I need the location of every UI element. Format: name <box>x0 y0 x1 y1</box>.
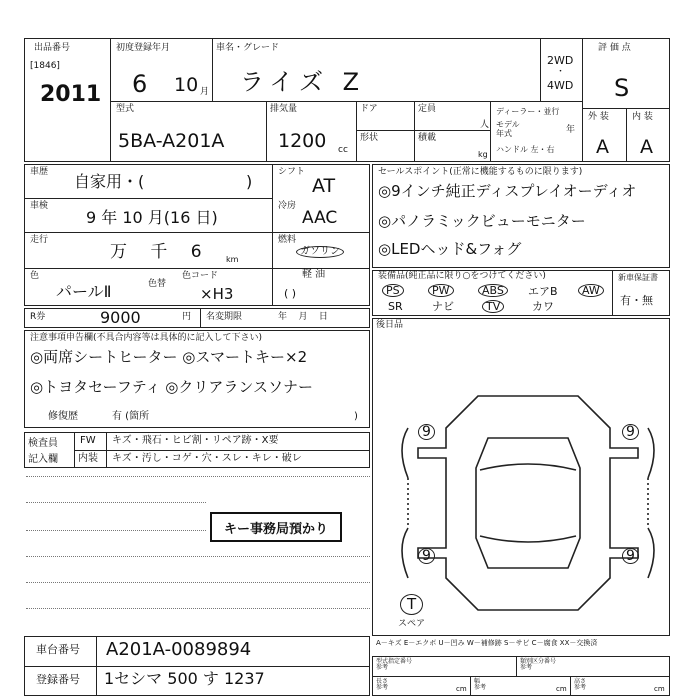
key-stamp-text: キー事務局預かり <box>223 521 328 537</box>
warranty-label: 新車保証書 <box>618 273 658 282</box>
equip-navi: ナビ <box>432 300 454 313</box>
name-change-ymd: 年 月 日 <box>278 312 328 322</box>
chassis-label: 車台番号 <box>36 643 80 656</box>
recycle-value: 9000 <box>100 308 141 327</box>
sales-point-3: ◎LEDヘッド&フォグ <box>378 240 522 258</box>
spec-class-label: 類別区分番号 参考 <box>520 658 557 671</box>
shape-label: 形状 <box>360 133 379 143</box>
handle-label: ハンドル 左・右 <box>496 145 555 154</box>
displacement-label: 排気量 <box>270 104 298 114</box>
reg-value: 1セシマ 500 す 1237 <box>104 669 265 688</box>
load-label: 積載 <box>418 133 437 143</box>
recycle-label: R券 <box>30 312 46 322</box>
year-unit: 年 <box>566 125 576 135</box>
km-unit: km <box>226 255 239 264</box>
tire-mark-front-left: 9 <box>418 424 435 440</box>
lot-code: [1846] <box>30 61 60 71</box>
drive-2wd: 2WD <box>547 54 574 67</box>
fuel-value: ガソリン <box>296 246 344 258</box>
car-diagram <box>388 388 668 618</box>
grade-label: 評 価 点 <box>598 43 631 53</box>
load-unit: kg <box>478 150 488 159</box>
exterior-value: A <box>596 136 609 158</box>
exterior-label: 外 装 <box>588 112 609 122</box>
inspector-interior: 内装 <box>78 453 98 464</box>
first-reg-month: 10 <box>174 74 199 96</box>
chassis-value: A201A-0089894 <box>106 639 252 660</box>
mileage-label: 走行 <box>30 235 49 245</box>
spec-width-label: 幅 参考 <box>474 678 487 691</box>
repair-label: 修復歴 <box>48 411 78 422</box>
color-label: 色 <box>30 271 40 281</box>
equip-airbag: エアB <box>528 285 558 298</box>
color-code-label: 色コード <box>182 271 219 281</box>
spare-mark: T <box>400 594 423 615</box>
repair-value: 有 (箇所 <box>112 411 150 422</box>
color-code-value: ×H3 <box>200 285 234 303</box>
damage-legend: A－キズ E－エクボ U－凹み W－補修跡 S－サビ C－腐食 XX－交換済 <box>376 639 598 647</box>
equip-leather: カワ <box>532 300 554 313</box>
model-label: 型式 <box>116 104 135 114</box>
fuel-label: 燃料 <box>278 235 297 245</box>
recycle-yen: 円 <box>182 312 192 322</box>
inspection-label: 車検 <box>30 201 49 211</box>
model-value: 5BA-A201A <box>118 130 225 152</box>
shift-value: AT <box>312 175 336 197</box>
equip-aw: AW <box>578 284 604 297</box>
equip-abs: ABS <box>478 284 508 297</box>
interior-label: 内 装 <box>632 112 653 122</box>
spec-type-label: 型式指定番号 参考 <box>376 658 413 671</box>
inspector-fw-text: キズ・飛石・ヒビ割・リペア跡・X要 <box>112 435 279 446</box>
equip-sr: SR <box>388 300 403 313</box>
equip-pw: PW <box>428 284 454 297</box>
sales-point-1: ◎9インチ純正ディスプレイオーディオ <box>378 182 637 200</box>
tire-mark-front-right: 9 <box>622 424 639 440</box>
dealer-label: ディーラー・並行 <box>496 107 560 116</box>
color-value: パールⅡ <box>56 282 112 301</box>
spec-length-label: 長さ 参考 <box>376 678 389 691</box>
notes-line-2: ◎トヨタセーフティ ◎クリアランスソナー <box>30 378 313 396</box>
key-stamp <box>210 512 342 542</box>
interior-value: A <box>640 136 653 158</box>
reg-label: 登録番号 <box>36 673 80 686</box>
model-year-label: モデル 年式 <box>496 120 520 138</box>
rear-label: 後日品 <box>376 320 404 330</box>
history-close: ) <box>246 172 253 191</box>
ac-label: 冷房 <box>278 201 297 211</box>
capacity-label: 定員 <box>418 104 437 114</box>
car-name-label: 車名・グレード <box>216 43 280 53</box>
inspection-value: 9 年 10 月(16 日) <box>86 208 218 227</box>
door-label: ドア <box>360 104 378 114</box>
first-reg-label: 初度登録年月 <box>116 43 171 53</box>
notes-line-1: ◎両席シートヒーター ◎スマートキー×2 <box>30 348 308 366</box>
car-name-value: ライズ Z <box>240 68 366 96</box>
lot-number: 2011 <box>40 82 102 107</box>
grade-value: S <box>614 74 630 102</box>
equipment-label: 装備品(純正品に限り○をつけてください) <box>378 271 546 281</box>
inspector-fw: FW <box>80 435 96 446</box>
equip-ps: PS <box>382 284 404 297</box>
tire-mark-rear-right: 9 <box>622 548 639 564</box>
drive-dot: ・ <box>556 67 566 77</box>
spec-height-label: 高さ 参考 <box>574 678 587 691</box>
sales-point-2: ◎パノラミックビューモニター <box>378 212 586 230</box>
tire-mark-rear-left: 9 <box>418 548 435 564</box>
capacity-unit: 人 <box>480 120 490 130</box>
spec-height-unit: cm <box>654 685 665 693</box>
shift-label: シフト <box>278 167 306 177</box>
cc-unit: cc <box>338 145 348 155</box>
ac-value: AAC <box>302 208 338 228</box>
repair-close: ) <box>354 411 358 422</box>
equip-tv: TV <box>482 300 504 313</box>
mileage-value: 万 千 6 <box>110 242 202 262</box>
first-reg-value: 6 <box>132 70 148 98</box>
notes-label: 注意事項申告欄(不具合内容等は具体的に記入して下さい) <box>30 333 263 343</box>
displacement-value: 1200 <box>278 130 327 152</box>
inspector-interior-text: キズ・汚し・コゲ・穴・スレ・キレ・破レ <box>112 453 302 464</box>
history-label: 車歴 <box>30 167 49 177</box>
history-value: 自家用・( <box>74 172 145 191</box>
spare-label: スペア <box>398 619 426 629</box>
sales-points-label: セールスポイント(正常に機能するものに限ります) <box>378 167 583 177</box>
lot-label: 出品番号 <box>34 43 71 53</box>
month-mark: 月 <box>200 87 210 97</box>
inspector-label: 検査員 記入欄 <box>28 438 58 465</box>
color-change-label: 色替 <box>148 279 167 289</box>
name-change-label: 名変期限 <box>206 312 243 322</box>
spec-width-unit: cm <box>556 685 567 693</box>
warranty-value: 有・無 <box>620 294 653 307</box>
fuel-diesel: 軽 油 <box>302 269 326 280</box>
fuel-paren: ( ) <box>284 287 297 300</box>
spec-length-unit: cm <box>456 685 467 693</box>
drive-4wd: 4WD <box>547 79 574 92</box>
